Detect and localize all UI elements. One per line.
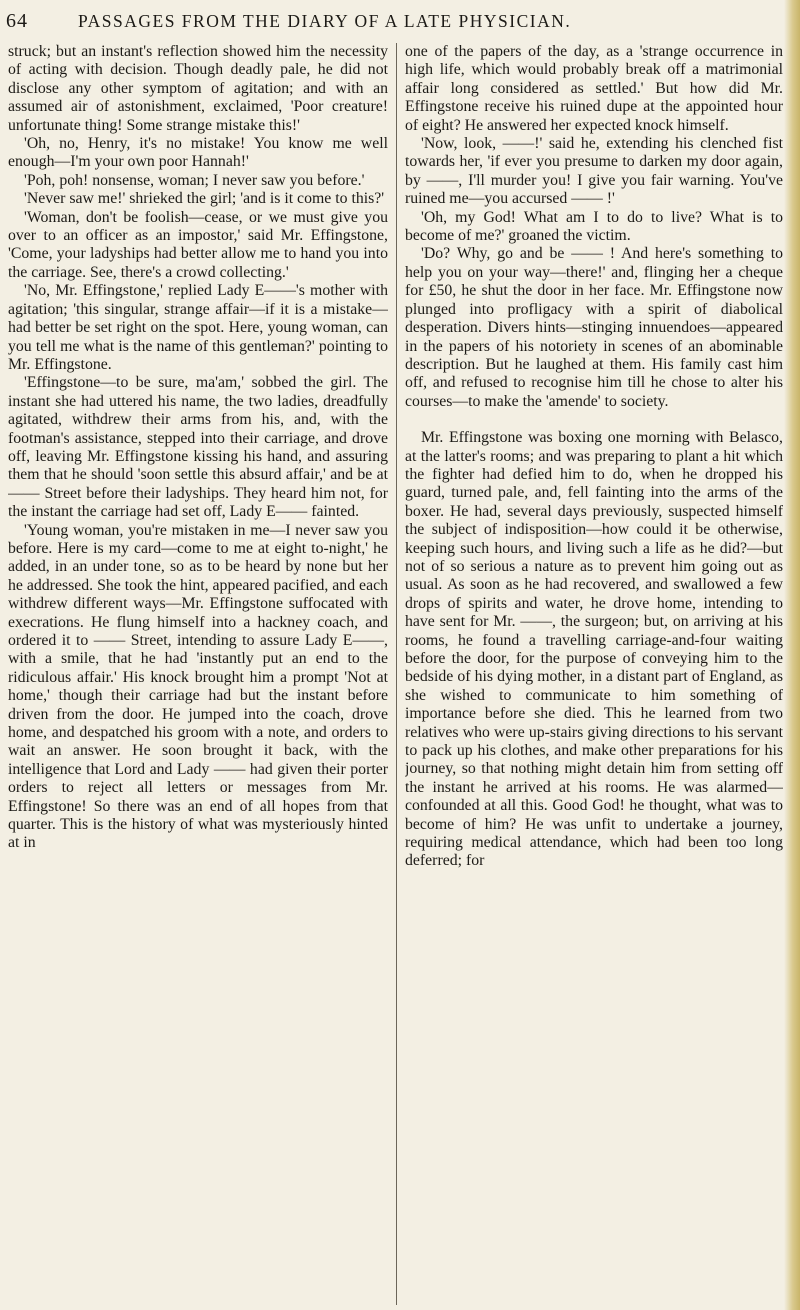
paragraph: 'Do? Why, go and be —— ! And here's something to help you on your way—there!' and, flinging her a cheque for £50, he shut the door in her face. Mr. Effingstone now plunged into profligacy with a spirit of diabolical desperation. Divers hints—stinging innuendoes—appeared in the papers of his notoriety in scenes of an abominable description. But he laughed at them. His family cast him off, and refused to recognise him till he chose to alter his courses—to make the 'amende' to society.: [405, 245, 783, 410]
column-divider: [396, 43, 397, 1305]
page-edge-shadow: [784, 0, 800, 1310]
paragraph: 'Oh, my God! What am I to do to live? What is to become of me?' groaned the victim.: [405, 208, 783, 245]
paragraph: struck; but an instant's reflection showed him the necessity of acting with decision. Though deadly pale, he did not disclose any other symptom of agitation; and with an assumed air of astonishment, exclaimed, 'Poor creature! unfortunate thing! Some strange mistake this!': [8, 43, 388, 134]
right-column: [405, 43, 783, 1308]
paragraph: 'Now, look, ——!' said he, extending his clenched fist towards her, 'if ever you presume to darken my door again, by ——, I'll murder you! I give you fair warning. You've ruined me—you accursed —— !': [405, 135, 783, 208]
paragraph: 'Young woman, you're mistaken in me—I never saw you before. Here is my card—come to me at eight to-night,' he added, in an under tone, so as to be heard by none but her he addressed. She took the hint, appeared pacified, and each withdrew different ways—Mr. Effingstone suffocated with execrations. He flung himself into a hackney coach, and ordered it to —— Street, intending to assure Lady E——, with a smile, that he had 'instantly put an end to the ridiculous affair.' His knock brought him a prompt 'Not at home,' though their carriage had but the instant before driven from the door. He jumped into the coach, drove home, and despatched his groom with a note, and orders to wait an answer. He soon brought it back, with the intelligence that Lord and Lady —— had given their porter orders to reject all letters or messages from Mr. Effingstone! So there was an end of all hopes from that quarter. This is the history of what was mysteriously hinted at in: [8, 521, 388, 852]
paragraph: 'Oh, no, Henry, it's no mistake! You know me well enough—I'm your own poor Hannah!': [8, 135, 388, 171]
paragraph: 'Woman, don't be foolish—cease, or we must give you over to an officer as an impostor,' said Mr. Effingstone, 'Come, your ladyships had better allow me to hand you into the carriage. See, there's a crowd collecting.': [8, 208, 388, 281]
running-head: [0, 6, 800, 36]
paragraph: 'No, Mr. Effingstone,' replied Lady E——'s mother with agitation; 'this singular, strange affair—if it is a mistake—had better be set right on the spot. Here, young woman, can you tell me what is the name of this gentleman?' pointing to Mr. Effingstone.: [8, 282, 388, 373]
paragraph: 'Effingstone—to be sure, ma'am,' sobbed the girl. The instant she had uttered his name, the two ladies, dreadfully agitated, withdrew their arms from his, and, with the footman's assistance, stepped into their carriage, and drove off, leaving Mr. Effingstone kissing his hand, and assuring them that he should 'soon settle this absurd affair,' and be at —— Street before their ladyships. They heard him not, for the instant the carriage had set off, Lady E—— fainted.: [8, 374, 388, 521]
paragraph: 'Never saw me!' shrieked the girl; 'and is it come to this?': [24, 190, 385, 208]
paragraph: 'Poh, poh! nonsense, woman; I never saw you before.': [24, 171, 365, 189]
left-column: [8, 43, 388, 1308]
paragraph: Mr. Effingstone was boxing one morning with Belasco, at the latter's rooms; and was preparing to plant a hit which the fighter had defied him to do, when he dropped his guard, turned pale, and, fell fainting into the arms of the boxer. He had, several days previously, suspected himself the subject of indisposition—how could it be otherwise, keeping such hours, and living such a life as he did?—but not of so serious a nature as to prevent him going out as usual. As soon as he had recovered, and swallowed a few drops of spirits and water, he drove home, intending to have sent for Mr. ——, the surgeon; but, on arriving at his rooms, he found a travelling carriage-and-four waiting before the door, for the purpose of conveying him to the bedside of his dying mother, in a distant part of England, as she wished to communicate to him something of importance before she died. This he learned from two relatives who were up-stairs giving directions to his servant to pack up his clothes, and make other preparations for his journey, so that nothing might detain him from setting off the instant he arrived at his rooms. He was alarmed—confounded at all this. Good God! he thought, what was to become of him? He was unfit to undertake a journey, requiring medical attendance, which had been too long deferred; for: [405, 429, 783, 870]
running-title: PASSAGES FROM THE DIARY OF A LATE PHYSICIAN.: [78, 11, 572, 31]
paragraph: one of the papers of the day, as a 'strange occurrence in high life, which would probably break off a matrimonial affair long considered as settled.' But how did Mr. Effingstone receive his ruined dupe at the appointed hour of eight? He answered her expected knock himself.: [405, 43, 783, 134]
page-number: 64: [6, 10, 28, 32]
